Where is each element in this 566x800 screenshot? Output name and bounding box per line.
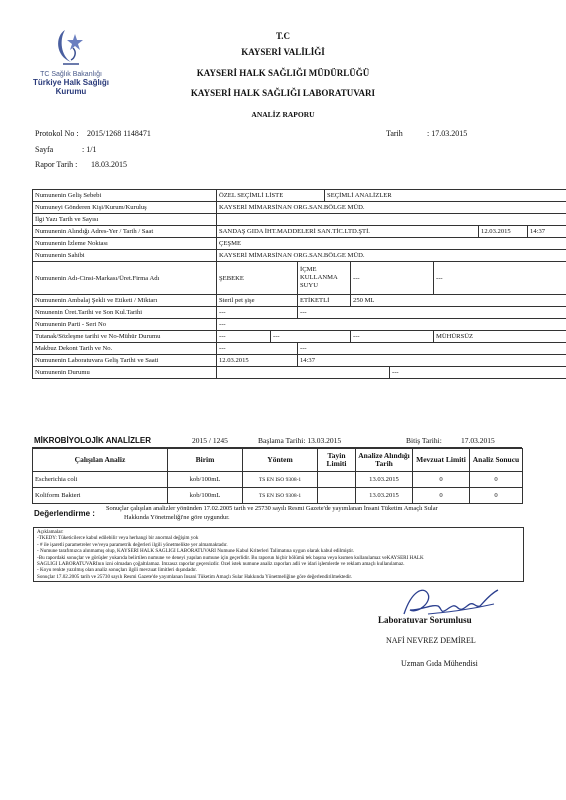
row-label: İlgi Yazı Tarih ve Sayısı (33, 214, 217, 226)
cell: 13.03.2015 (356, 472, 413, 488)
header-tc: T.C (275, 31, 291, 41)
logo-line-1: TC Sağlık Bakanlığı (40, 71, 102, 78)
row-label: Numunenin Adı-Cinsi-Markası/Üret.Firma Adı (33, 262, 217, 295)
cell-value: --- (217, 331, 271, 343)
table-row (33, 202, 566, 214)
cell (318, 472, 356, 488)
column-header: Analiz Sonucu (470, 449, 523, 472)
notes-line: - # ile işaretli parametreler ve/veya parametrik değerleri ilgili yönetmelikte yer almamaktadır. (37, 541, 228, 548)
table-row (33, 295, 566, 307)
logo-line-3: Kurumu (55, 87, 87, 96)
table-row (33, 238, 566, 250)
micro-number: 2015 / 1245 (192, 436, 228, 445)
cell-value: ÖZEL SEÇİMLİ LİSTE (217, 190, 325, 202)
table-row (33, 367, 566, 379)
table-row (33, 488, 523, 504)
cell-value: 250 ML (351, 295, 566, 307)
sayfa-label: Sayfa (35, 145, 54, 154)
column-header: Birim (168, 449, 243, 472)
rapor-tarih-value: 18.03.2015 (91, 160, 127, 169)
micro-analysis-table (32, 448, 523, 504)
table-row (33, 214, 566, 226)
micro-end-label: Bitiş Tarihi: (406, 436, 442, 445)
cell-value: ETİKETLİ (298, 295, 351, 307)
row-label: Numunenin Alındığı Adres-Yer / Tarih / Saat (33, 226, 217, 238)
cell: Escherichia coli (33, 472, 168, 488)
cell-value: 12.03.2015 (479, 226, 528, 238)
signature-title: Laboratuvar Sorumlusu (378, 615, 472, 625)
evaluation-section (32, 503, 522, 525)
cell-value: 14:37 (298, 355, 566, 367)
protokol-label: Protokol No : (35, 129, 79, 138)
table-row (33, 355, 566, 367)
cell: 13.03.2015 (356, 488, 413, 504)
cell-value (217, 367, 390, 379)
sample-info-table (32, 189, 566, 379)
cell-value-stacked (298, 262, 351, 295)
cell-value: 12.03.2015 (217, 355, 298, 367)
micro-end-value: 17.03.2015 (461, 436, 495, 445)
notes-line: - Koyu renkte yazılmış olan analiz sonuçları ilgili mevzuat limitleri dışındadır. (37, 567, 197, 574)
header-report-title: ANALİZ RAPORU (251, 110, 315, 119)
row-label: Numunenin Sahibi (33, 250, 217, 262)
evaluation-line-2: Hakkında Yönetmeliği'ne göre uygundur. (124, 514, 230, 521)
notes-box (33, 527, 524, 582)
rapor-tarih-label: Rapor Tarih : (35, 160, 78, 169)
protokol-value: 2015/1268 1148471 (87, 129, 151, 138)
sayfa-value: : 1/1 (82, 145, 97, 154)
cell: TS EN ISO 9308-1 (243, 488, 318, 504)
cell: 0 (470, 472, 523, 488)
table-row (33, 472, 523, 488)
cell-value: ŞEBEKE (217, 262, 298, 295)
row-label: Numunenin Ambalaj Şekli ve Etiketi / Miktarı (33, 295, 217, 307)
row-label: Numunenin Laboratuvara Geliş Tarihi ve Saati (33, 355, 217, 367)
table-row (33, 250, 566, 262)
table-header-row (33, 449, 523, 472)
micro-header-line (32, 436, 522, 448)
row-label: Nmunenin Üret.Tarihi ve Son Kul.Tarihi (33, 307, 217, 319)
signature-role: Uzman Gıda Mühendisi (401, 659, 478, 668)
row-label: Numunenin Geliş Sebebi (33, 190, 217, 202)
cell-value: SANDAŞ GIDA İHT.MADDELERİ SAN.TİC.LTD.ŞTİ. (217, 226, 479, 238)
cell: kob/100mL (168, 488, 243, 504)
cell-value: SEÇİMLİ ANALİZLER (325, 190, 566, 202)
row-label: Makbuz Dekont Tarih ve No. (33, 343, 217, 355)
cell (318, 488, 356, 504)
table-row (33, 331, 566, 343)
micro-title: MİKROBİYOLOJİK ANALİZLER (34, 436, 152, 445)
header-mudurluk: KAYSERİ HALK SAĞLIĞI MÜDÜRLÜĞÜ (196, 68, 370, 78)
notes-line: - Numune tarafımızca alınmamış olup, KAYSERİ HALK SAĞLIĞI LABORATUVARI Numune Kabul Kriterleri Talimatına uygun olarak kabul edilmiştir. (37, 548, 355, 555)
cell-line: SUYU (300, 282, 318, 289)
cell-value: --- (217, 319, 566, 331)
header-valilik: KAYSERİ VALİLİĞİ (241, 47, 325, 57)
cell-line: İÇME (300, 266, 317, 273)
micro-start-date: Başlama Tarihi: 13.03.2015 (258, 436, 342, 445)
header-laboratuvar: KAYSERİ HALK SAĞLIĞI LABORATUVARI (190, 88, 376, 98)
cell: kob/100mL (168, 472, 243, 488)
cell: 0 (413, 488, 470, 504)
notes-line: SAĞLIĞI LABORATUVARInın izni olmadan çoğaltılamaz. İmzasız raporlar geçersizdir. Özel istek numune analiz raporları adli ve idari işlemlerde ve reklam amaçlı kullanılamaz. (37, 561, 405, 568)
evaluation-line-1: Sonuçlar çalışılan analizler yönünden 17.02.2005 tarih ve 25730 sayılı Resmi Gazete'de yayımlanan İnsani Tüketim Amaçlı Sular (106, 505, 438, 512)
evaluation-label: Değerlendirme : (34, 509, 95, 518)
notes-line: Sonuçlar 17.02.2005 tarih ve 25730 sayılı Resmi Gazete'de yayımlanan İnsani Tüketim Amaçlı Sular Hakkında Yönetmeliğine göre değerlendirilmektedir. (37, 573, 353, 580)
table-row (33, 190, 566, 202)
column-header: Analize Alındığı Tarih (356, 449, 413, 472)
signature-name: NAFİ NEVREZ DEMİREL (386, 636, 476, 645)
cell-value: 14:37 (528, 226, 566, 238)
column-header: Çalışılan Analiz (33, 449, 168, 472)
cell-value: --- (298, 343, 566, 355)
column-header: Yöntem (243, 449, 318, 472)
row-label: Numunenin İzleme Noktası (33, 238, 217, 250)
cell-value: KAYSERİ MİMARSİNAN ORG.SAN.BÖLGE MÜD. (217, 250, 566, 262)
cell-value: --- (217, 343, 298, 355)
row-label: Numunenin Durumu (33, 367, 217, 379)
cell-value: Steril pet şişe (217, 295, 298, 307)
cell: 0 (413, 472, 470, 488)
row-label: Tutanak/Sözleşme tarihi ve No-Mühür Durumu (33, 331, 217, 343)
cell-value: KAYSERİ MİMARSİNAN ORG.SAN.BÖLGE MÜD. (217, 202, 566, 214)
table-row (33, 319, 566, 331)
cell-value (217, 214, 566, 226)
cell: 0 (470, 488, 523, 504)
cell-value: --- (351, 331, 434, 343)
cell: Koliform Bakteri (33, 488, 168, 504)
table-row (33, 343, 566, 355)
cell-value: --- (390, 367, 566, 379)
tarih-value: : 17.03.2015 (427, 129, 468, 138)
cell-value: --- (434, 262, 566, 295)
notes-title: Açıklamalar: (37, 529, 64, 535)
row-label: Numunenin Parti - Seri No (33, 319, 217, 331)
cell-value: MÜHÜRSÜZ (434, 331, 566, 343)
cell-value: ÇEŞME (217, 238, 566, 250)
table-row (33, 226, 566, 238)
cell-line: KULLANMA (300, 274, 338, 281)
table-row (33, 262, 566, 295)
cell-value: --- (271, 331, 351, 343)
tarih-label: Tarih (386, 129, 403, 138)
notes-line: -Bu rapordaki sonuçlar ve görüşler yukarıda belirtilen numune ve deneyi yapılan numune için geçerlidir. Bu raporun hiçbir bölümü tek başına veya kısmen kullanılamaz veKAYSERİ HALK (37, 554, 424, 561)
column-header: Tayin Limiti (318, 449, 356, 472)
cell-value: --- (298, 307, 566, 319)
logo-line-2: Türkiye Halk Sağlığı (32, 78, 110, 87)
cell-value: --- (351, 262, 434, 295)
notes-line: -TKEDY: Tüketicilerce kabul edilebilir veya herhangi bir anormal değişim yok (37, 535, 199, 542)
row-label: Numuneyi Gönderen Kişi/Kurum/Kuruluş (33, 202, 217, 214)
table-row (33, 307, 566, 319)
cell: TS EN ISO 9308-1 (243, 472, 318, 488)
cell-value: --- (217, 307, 298, 319)
column-header: Mevzuat Limiti (413, 449, 470, 472)
